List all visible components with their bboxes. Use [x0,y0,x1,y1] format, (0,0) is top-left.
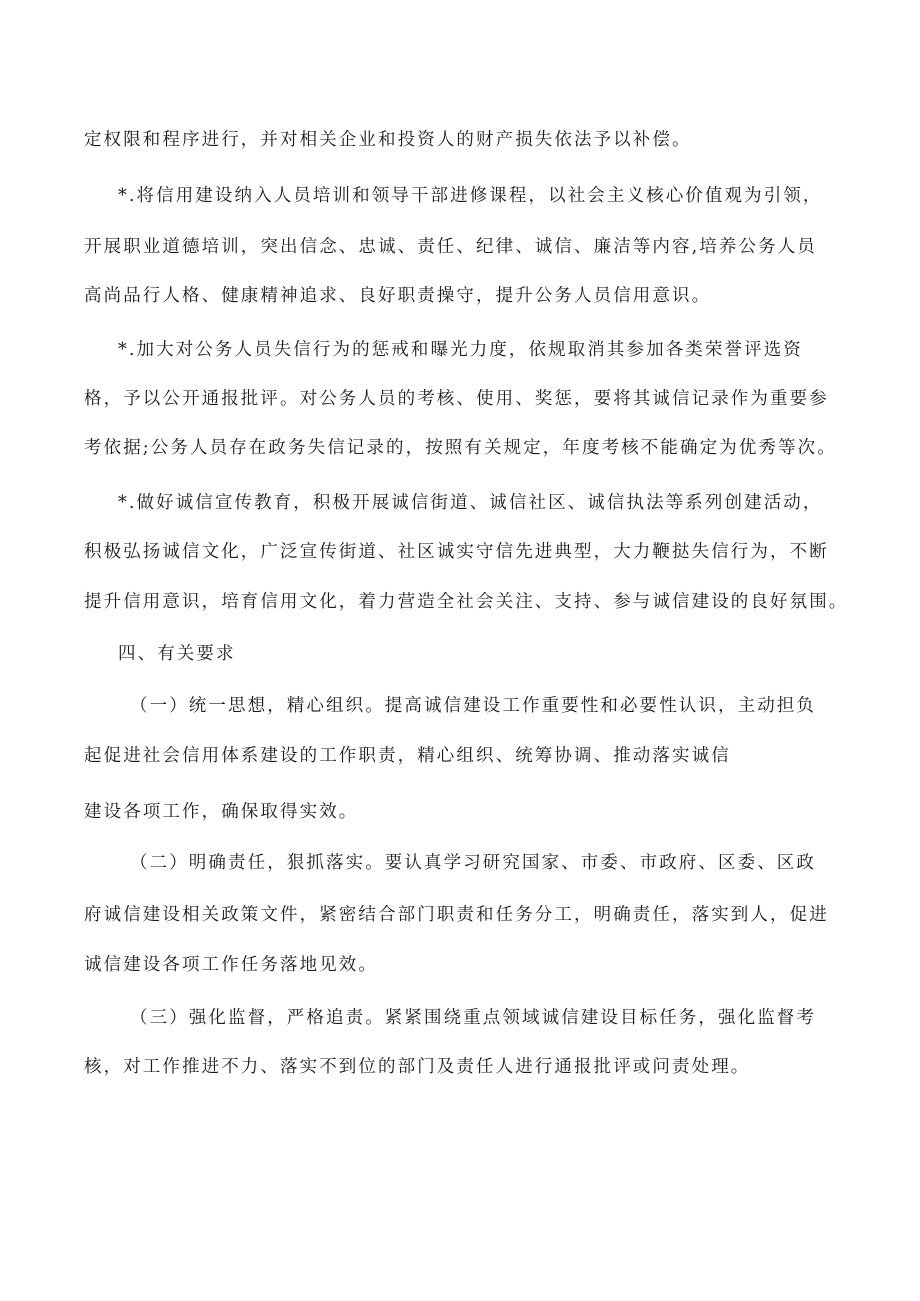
text-line: 格，予以公开通报批评。对公务人员的考核、使用、奖惩，要将其诚信记录作为重要参 [84,389,829,409]
text-line: 核，对工作推进不力、落实不到位的部门及责任人进行通报批评或问责处理。 [84,1057,751,1077]
text-line: 诚信建设各项工作任务落地见效。 [84,955,378,975]
text-line: 提升信用意识，培育信用文化，着力营造全社会关注、支持、参与诚信建设的良好氛围。 [84,592,849,612]
text-line: 积极弘扬诚信文化，广泛宣传街道、社区诚实守信先进典型，大力鞭挞失信行为，不断 [84,542,829,562]
text-line: 开展职业道德培训，突出信念、忠诚、责任、纪律、诚信、廉洁等内容,培养公务人员 [84,237,817,257]
text-line: （三）强化监督，严格追责。紧紧围绕重点领域诚信建设目标任务，强化监督考 [130,1008,816,1028]
text-line: *.做好诚信宣传教育，积极开展诚信街道、诚信社区、诚信执法等系列创建活动， [118,493,823,513]
section-heading: 四、有关要求 [118,644,236,664]
text-line: 府诚信建设相关政策文件，紧密结合部门职责和任务分工，明确责任，落实到人，促进 [84,905,829,925]
text-line: 建设各项工作，确保取得实效。 [84,802,359,822]
text-line: *.将信用建设纳入人员培训和领导干部进修课程，以社会主义核心价值观为引领， [118,186,823,206]
text-line: 起促进社会信用体系建设的工作职责，精心组织、统筹协调、推动落实诚信 [84,746,731,766]
text-line: （二）明确责任，狠抓落实。要认真学习研究国家、市委、市政府、区委、区政 [130,853,816,873]
text-line: *.加大对公务人员失信行为的惩戒和曝光力度，依规取消其参加各类荣誉评选资 [118,340,803,360]
text-line: （一）统一思想，精心组织。提高诚信建设工作重要性和必要性认识，主动担负 [130,696,816,716]
text-line: 高尚品行人格、健康精神追求、良好职责操守，提升公务人员信用意识。 [84,286,712,306]
text-line: 定权限和程序进行，并对相关企业和投资人的财产损失依法予以补偿。 [84,130,692,150]
text-line: 考依据;公务人员存在政务失信记录的，按照有关规定，年度考核不能确定为优秀等次。 [84,438,837,458]
